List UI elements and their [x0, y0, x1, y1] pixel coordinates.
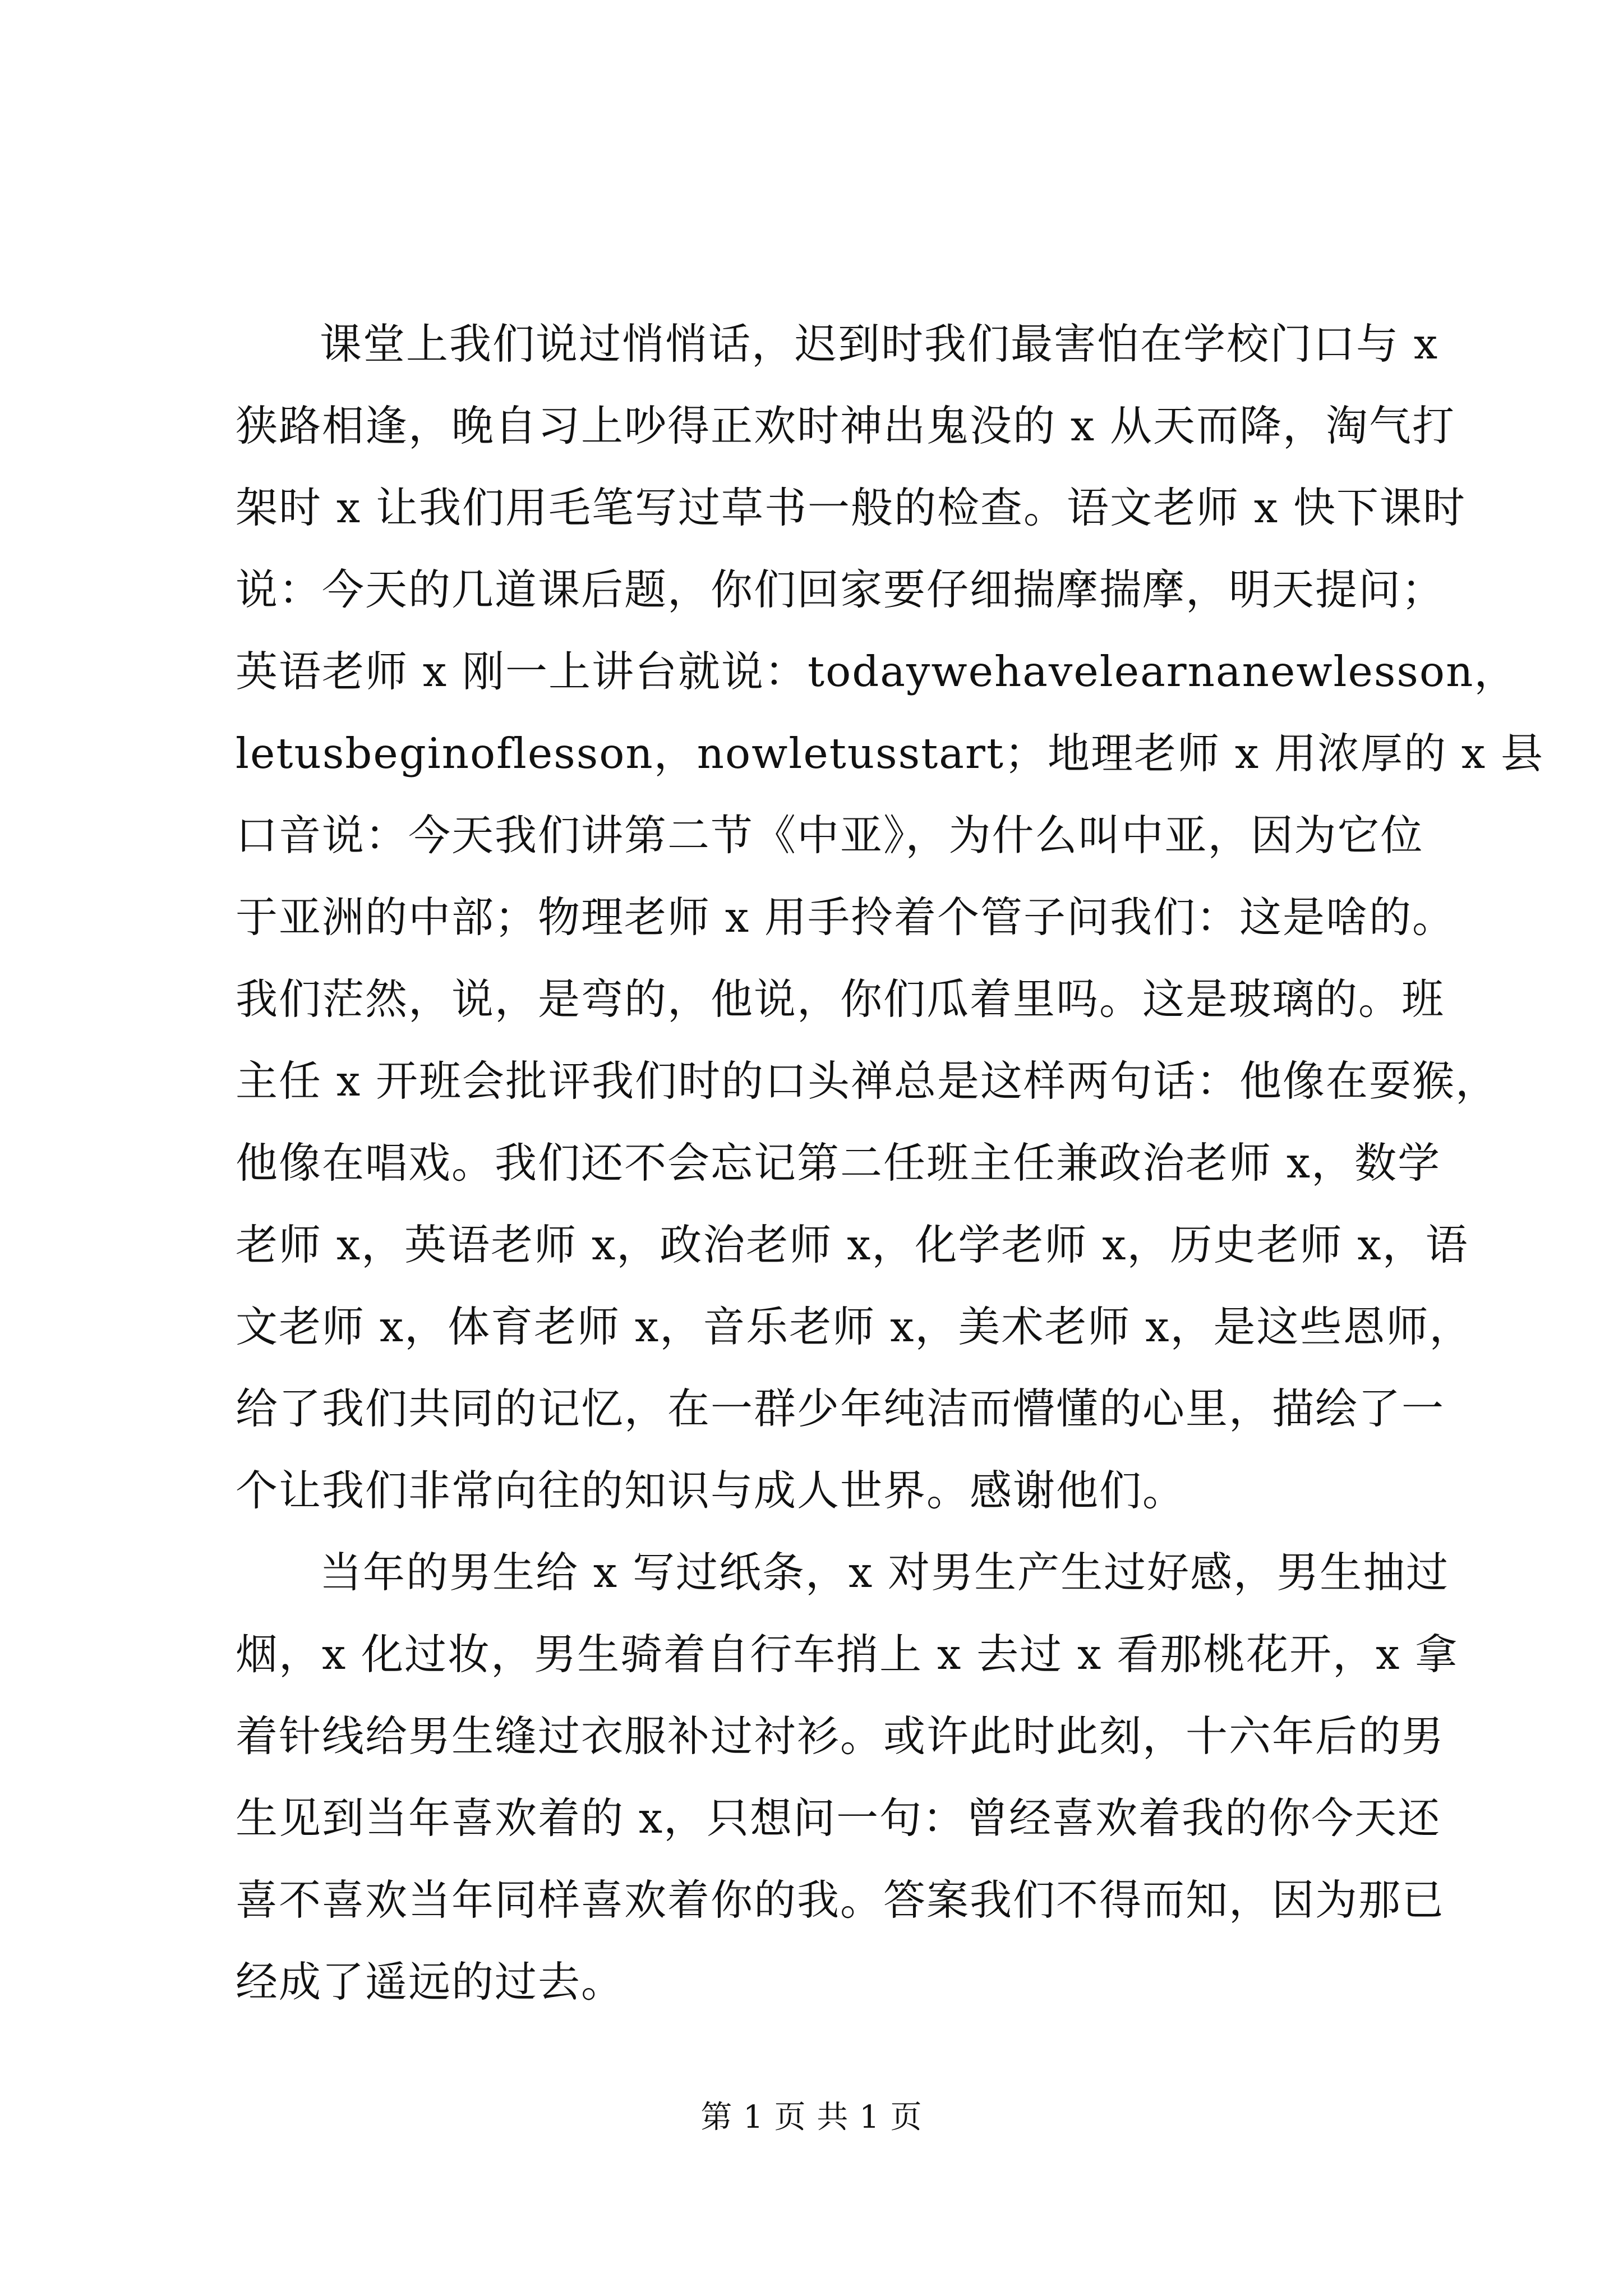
- text-line: 给了我们共同的记忆，在一群少年纯洁而懵懂的心里，描绘了一: [236, 1384, 1445, 1433]
- text-line: 英语老师 x 刚一上讲台就说：todaywehavelearnanewlesson，: [236, 647, 1518, 696]
- text-line: 文老师 x，体育老师 x，音乐老师 x，美术老师 x，是这些恩师，: [236, 1302, 1473, 1351]
- paragraph-2: [236, 1531, 1459, 2023]
- text-line: 课堂上我们说过悄悄话，迟到时我们最害怕在学校门口与 x: [320, 319, 1439, 369]
- text-line: 他像在唱戏。我们还不会忘记第二任班主任兼政治老师 x，数学: [236, 1138, 1441, 1188]
- paragraph-1: [236, 303, 1544, 1531]
- text-line: 个让我们非常向往的知识与成人世界。感谢他们。: [236, 1466, 1186, 1515]
- text-line: 口音说：今天我们讲第二节《中亚》，为什么叫中亚，因为它位: [236, 811, 1424, 860]
- text-line: 架时 x 让我们用毛笔写过草书一般的检查。语文老师 x 快下课时: [236, 483, 1466, 532]
- text-line: 生见到当年喜欢着的 x，只想问一句：曾经喜欢着我的你今天还: [236, 1793, 1441, 1843]
- text-line: 说：今天的几道课后题，你们回家要仔细揣摩揣摩，明天提问；: [236, 565, 1445, 614]
- text-line: 于亚洲的中部；物理老师 x 用手拎着个管子问我们：这是啥的。: [236, 892, 1455, 942]
- text-line: 老师 x，英语老师 x，政治老师 x，化学老师 x，历史老师 x，语: [236, 1220, 1469, 1269]
- text-line: letusbeginoflesson，nowletusstart；地理老师 x 用浓厚的 x 县: [236, 729, 1544, 778]
- page-number-footer: 第 1 页 共 1 页: [700, 2099, 923, 2136]
- text-line: 喜不喜欢当年同样喜欢着你的我。答案我们不得而知，因为那已: [236, 1875, 1445, 1925]
- text-line: 主任 x 开班会批评我们时的口头禅总是这样两句话：他像在耍猴，: [236, 1056, 1498, 1106]
- text-line: 当年的男生给 x 写过纸条，x 对男生产生过好感，男生抽过: [320, 1548, 1450, 1597]
- text-line: 我们茫然，说，是弯的，他说，你们瓜着里吗。这是玻璃的。班: [236, 974, 1445, 1024]
- text-line: 烟，x 化过妆，男生骑着自行车捎上 x 去过 x 看那桃花开，x 拿: [236, 1630, 1459, 1679]
- text-line: 着针线给男生缝过衣服补过衬衫。或许此时此刻，十六年后的男: [236, 1711, 1445, 1761]
- text-line: 经成了遥远的过去。: [236, 1957, 625, 2007]
- document-body: [236, 303, 1544, 2023]
- text-line: 狭路相逢，晚自习上吵得正欢时神出鬼没的 x 从天而降，淘气打: [236, 401, 1455, 450]
